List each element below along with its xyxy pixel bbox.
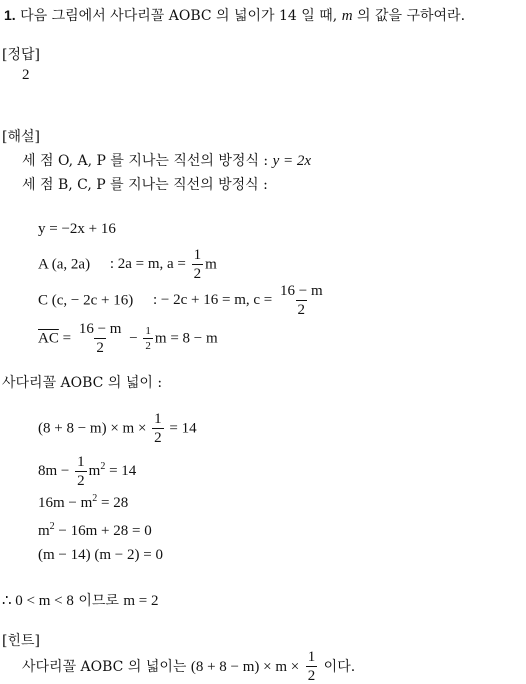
area-step-4 xyxy=(38,518,152,540)
area2-var: m xyxy=(88,463,101,479)
point-c: C (c, − 2c + 16) xyxy=(38,292,134,309)
point-a-condition: : 2a = m, a = xyxy=(109,256,186,273)
segment-ac-row xyxy=(38,322,218,356)
answer-label: [정답] xyxy=(2,47,40,63)
line1-text: 세 점 O, A, P 를 지나는 직선의 방정식 : xyxy=(22,153,273,169)
segment-ac-minus: − xyxy=(125,330,142,347)
hint-expression: (8 + 8 − m) × m × xyxy=(190,659,300,675)
area1-fraction: $\frac{1}{2}$ xyxy=(154,411,162,446)
hint-text-a: 사다리꼴 AOBC 의 넓이는 xyxy=(22,659,191,675)
area2-expr: 8m − xyxy=(38,463,70,479)
area-step-1 xyxy=(38,412,197,446)
area4-result: − 16m + 28 = 0 xyxy=(54,523,152,539)
hint-label: [힌트] xyxy=(2,633,40,649)
area3-result: = 28 xyxy=(97,495,129,511)
segment-ac-half: $\frac{1}{2}$ xyxy=(145,325,151,352)
segment-ac-label: $\overline{AC}$ xyxy=(38,330,59,347)
segment-ac-fraction: $\frac{16 - m}{2}$ xyxy=(78,321,122,356)
problem-text-a: 다음 그림에서 사다리꼴 AOBC 의 넓이가 14 일 때, xyxy=(20,8,342,24)
conclusion xyxy=(2,592,159,610)
hint-text xyxy=(22,650,355,684)
area-label: 사다리꼴 AOBC 의 넓이 : xyxy=(2,375,163,391)
conclusion-text: 이므로 xyxy=(73,593,124,609)
point-c-row xyxy=(38,284,327,318)
segment-ac-equals: = xyxy=(58,330,75,347)
conclusion-value: m = 2 xyxy=(123,593,159,609)
area4-var: m xyxy=(38,523,50,539)
area4-exponent: 2 xyxy=(49,521,55,532)
segment-ac-tail: m = 8 − m xyxy=(154,330,218,347)
area3-exponent: 2 xyxy=(92,493,98,504)
point-a-row xyxy=(38,248,217,282)
point-a-tail: m xyxy=(205,256,217,273)
point-a-fraction: $\frac{1}{2}$ xyxy=(193,247,202,282)
problem-text-b: 의 값을 구하여라. xyxy=(352,8,466,24)
area2-result: = 14 xyxy=(105,463,137,479)
area2-exponent: 2 xyxy=(100,461,106,472)
hint-fraction: $\frac{1}{2}$ xyxy=(307,649,316,684)
line1-equation: y = 2x xyxy=(272,153,312,169)
area3-expr: 16m − m xyxy=(38,495,93,511)
area-step-5: (m − 14) (m − 2) = 0 xyxy=(38,547,163,563)
line-bcp-equation: y = −2x + 16 xyxy=(38,221,116,237)
problem-statement xyxy=(4,6,465,25)
area-step-3 xyxy=(38,490,128,512)
problem-var-m: m xyxy=(341,8,353,24)
hint-text-b: 이다. xyxy=(319,659,356,675)
area-step-2 xyxy=(38,452,136,489)
point-a: A (a, 2a) xyxy=(38,256,91,273)
problem-number: 1. xyxy=(4,7,16,23)
solution-line-1 xyxy=(22,152,311,170)
area1-result: = 14 xyxy=(169,420,197,437)
point-c-fraction: $\frac{16 - m}{2}$ xyxy=(279,283,323,318)
solution-label: [해설] xyxy=(2,129,40,145)
area1-expr: (8 + 8 − m) × m × xyxy=(38,420,147,437)
solution-line-2: 세 점 B, C, P 를 지나는 직선의 방정식 : xyxy=(22,177,268,193)
area2-fraction: $\frac{1}{2}$ xyxy=(77,453,85,489)
point-c-condition: : − 2c + 16 = m, c = xyxy=(152,292,273,309)
conclusion-range: ∴ 0 < m < 8 xyxy=(2,593,74,609)
answer-value: 2 xyxy=(22,67,30,83)
